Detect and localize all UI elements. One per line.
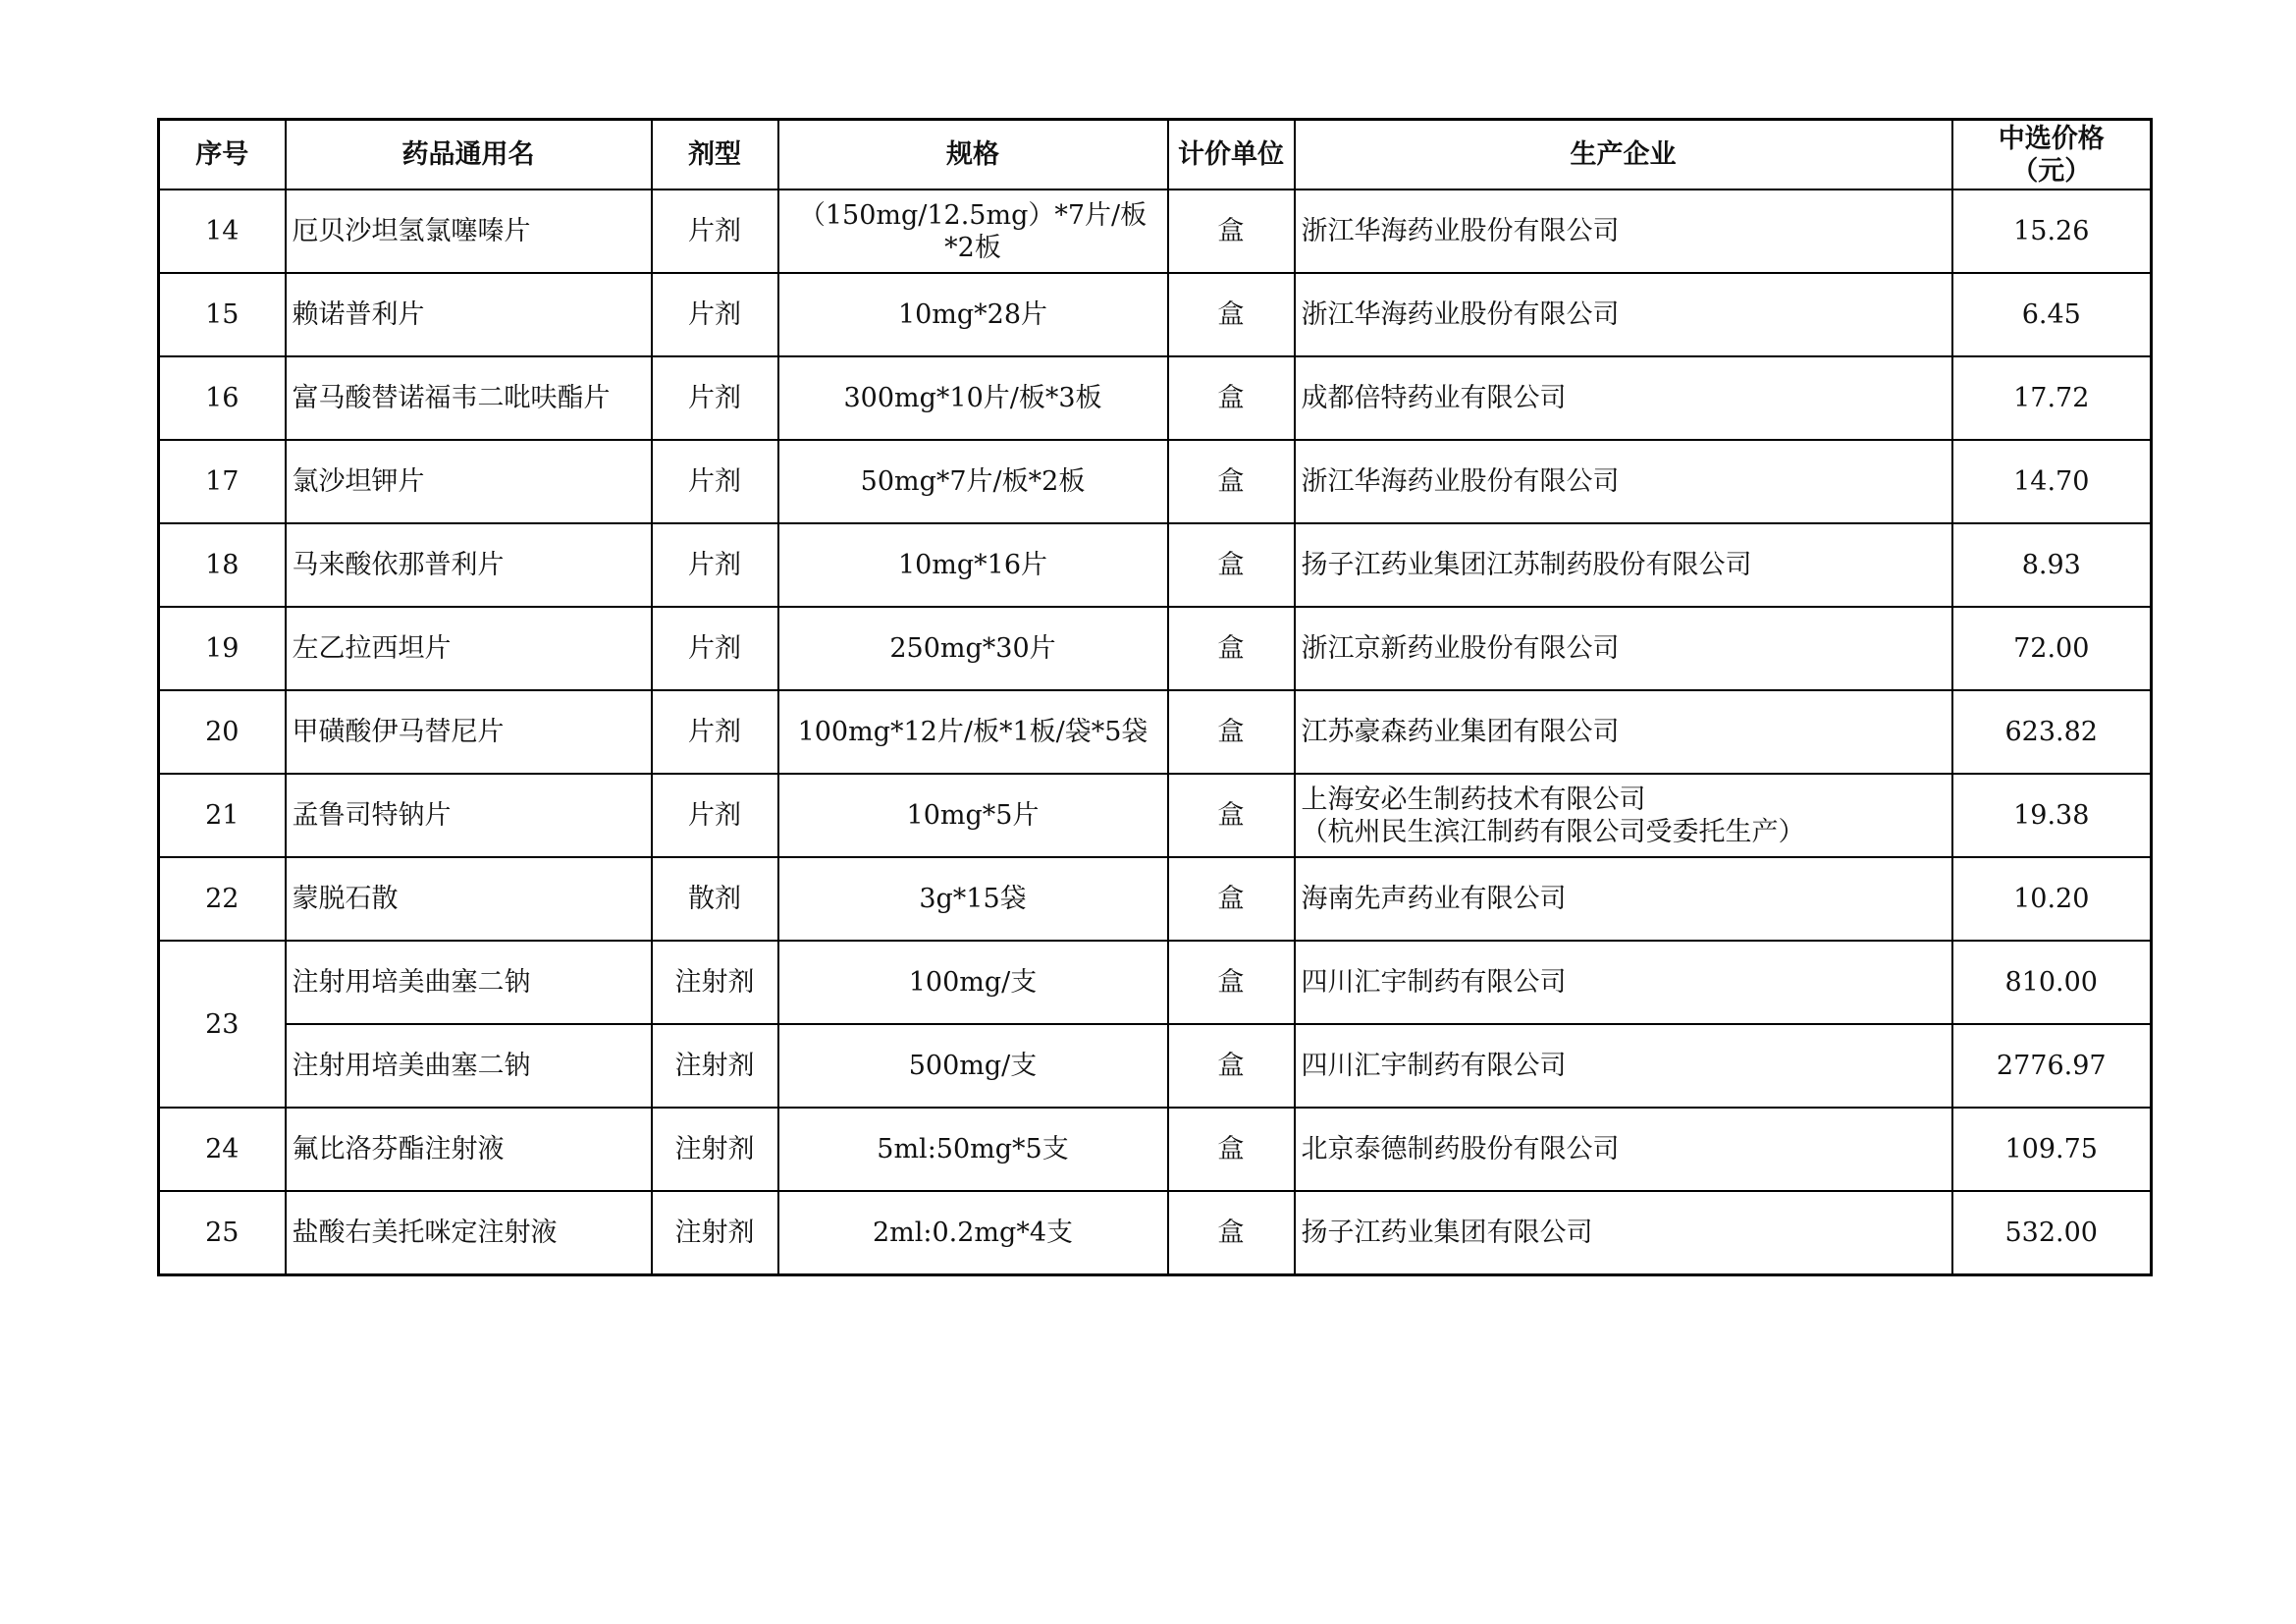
- row-no: 18: [159, 523, 286, 607]
- row-spec: 50mg*7片/板*2板: [778, 440, 1168, 523]
- row-name: 左乙拉西坦片: [286, 607, 652, 690]
- table-row: [159, 1108, 2152, 1191]
- row-maker: 浙江华海药业股份有限公司: [1295, 189, 1952, 273]
- row-spec: 500mg/支: [778, 1024, 1168, 1108]
- row-maker: 成都倍特药业有限公司: [1295, 356, 1952, 440]
- row-name: 赖诺普利片: [286, 273, 652, 356]
- row-maker-line2: （杭州民生滨江制药有限公司受委托生产）: [1301, 816, 1805, 847]
- row-name: 甲磺酸伊马替尼片: [286, 690, 652, 774]
- row-no: 15: [159, 273, 286, 356]
- row-unit: 盒: [1168, 607, 1295, 690]
- row-spec: 10mg*16片: [778, 523, 1168, 607]
- header-spec: 规格: [778, 120, 1168, 190]
- row-unit: 盒: [1168, 774, 1295, 857]
- row-maker: 浙江华海药业股份有限公司: [1295, 440, 1952, 523]
- row-unit: 盒: [1168, 1024, 1295, 1108]
- table-row: [159, 1191, 2152, 1275]
- row-spec: 300mg*10片/板*3板: [778, 356, 1168, 440]
- row-price: 17.72: [1952, 356, 2152, 440]
- table-row: [159, 774, 2152, 857]
- table-row: [159, 941, 2152, 1024]
- row-form: 片剂: [652, 523, 778, 607]
- row-maker: 四川汇宇制药有限公司: [1295, 1024, 1952, 1108]
- row-unit: 盒: [1168, 356, 1295, 440]
- row-unit: 盒: [1168, 857, 1295, 941]
- row-name: 富马酸替诺福韦二吡呋酯片: [286, 356, 652, 440]
- row-unit: 盒: [1168, 273, 1295, 356]
- row-no: 19: [159, 607, 286, 690]
- row-name: 氯沙坦钾片: [286, 440, 652, 523]
- row-price: 72.00: [1952, 607, 2152, 690]
- row-maker: 浙江京新药业股份有限公司: [1295, 607, 1952, 690]
- table-row: [159, 690, 2152, 774]
- row-name: 孟鲁司特钠片: [286, 774, 652, 857]
- table-row: [159, 523, 2152, 607]
- table-row: [159, 857, 2152, 941]
- header-price: [1952, 120, 2152, 190]
- row-form: 注射剂: [652, 1108, 778, 1191]
- row-name: 注射用培美曲塞二钠: [286, 941, 652, 1024]
- row-form: 片剂: [652, 273, 778, 356]
- row-spec: 5ml:50mg*5支: [778, 1108, 1168, 1191]
- row-maker: 扬子江药业集团江苏制药股份有限公司: [1295, 523, 1952, 607]
- table-row: [159, 440, 2152, 523]
- row-spec: 10mg*28片: [778, 273, 1168, 356]
- header-row: [159, 120, 2152, 190]
- row-price: 2776.97: [1952, 1024, 2152, 1108]
- row-unit: 盒: [1168, 440, 1295, 523]
- row-spec: 250mg*30片: [778, 607, 1168, 690]
- row-unit: 盒: [1168, 523, 1295, 607]
- header-no: 序号: [159, 120, 286, 190]
- row-maker: 北京泰德制药股份有限公司: [1295, 1108, 1952, 1191]
- row-maker: 四川汇宇制药有限公司: [1295, 941, 1952, 1024]
- row-maker: 浙江华海药业股份有限公司: [1295, 273, 1952, 356]
- row-price: 109.75: [1952, 1108, 2152, 1191]
- row-form: 片剂: [652, 774, 778, 857]
- row-form: 注射剂: [652, 941, 778, 1024]
- row-name: 马来酸依那普利片: [286, 523, 652, 607]
- row-price: 19.38: [1952, 774, 2152, 857]
- row-spec: 100mg*12片/板*1板/袋*5袋: [778, 690, 1168, 774]
- row-maker: 海南先声药业有限公司: [1295, 857, 1952, 941]
- row-price: 14.70: [1952, 440, 2152, 523]
- row-form: 片剂: [652, 356, 778, 440]
- row-spec: 2ml:0.2mg*4支: [778, 1191, 1168, 1275]
- row-no: 23: [159, 941, 286, 1108]
- header-maker: 生产企业: [1295, 120, 1952, 190]
- row-spec: 3g*15袋: [778, 857, 1168, 941]
- row-name: 氟比洛芬酯注射液: [286, 1108, 652, 1191]
- row-price: 623.82: [1952, 690, 2152, 774]
- table-row: [159, 273, 2152, 356]
- row-no: 21: [159, 774, 286, 857]
- row-price: 10.20: [1952, 857, 2152, 941]
- row-maker: 江苏豪森药业集团有限公司: [1295, 690, 1952, 774]
- table-row: [159, 607, 2152, 690]
- row-maker: 扬子江药业集团有限公司: [1295, 1191, 1952, 1275]
- row-form: 片剂: [652, 690, 778, 774]
- row-price: 6.45: [1952, 273, 2152, 356]
- row-unit: 盒: [1168, 1191, 1295, 1275]
- row-maker-line1: 上海安必生制药技术有限公司: [1301, 784, 1646, 815]
- table-row: [159, 356, 2152, 440]
- row-price: 810.00: [1952, 941, 2152, 1024]
- row-spec: 100mg/支: [778, 941, 1168, 1024]
- row-unit: 盒: [1168, 941, 1295, 1024]
- row-no: 24: [159, 1108, 286, 1191]
- row-spec: （150mg/12.5mg）*7片/板*2板: [778, 189, 1168, 273]
- row-form: 注射剂: [652, 1024, 778, 1108]
- row-no: 16: [159, 356, 286, 440]
- row-no: 25: [159, 1191, 286, 1275]
- row-form: 片剂: [652, 440, 778, 523]
- row-form: 散剂: [652, 857, 778, 941]
- row-unit: 盒: [1168, 690, 1295, 774]
- header-unit: 计价单位: [1168, 120, 1295, 190]
- row-no: 14: [159, 189, 286, 273]
- row-form: 片剂: [652, 607, 778, 690]
- row-maker: [1295, 774, 1952, 857]
- row-price: 15.26: [1952, 189, 2152, 273]
- row-name: 注射用培美曲塞二钠: [286, 1024, 652, 1108]
- row-unit: 盒: [1168, 189, 1295, 273]
- header-price-line1: 中选价格: [1998, 123, 2105, 154]
- row-price: 8.93: [1952, 523, 2152, 607]
- row-unit: 盒: [1168, 1108, 1295, 1191]
- row-name: 厄贝沙坦氢氯噻嗪片: [286, 189, 652, 273]
- row-name: 蒙脱石散: [286, 857, 652, 941]
- row-name: 盐酸右美托咪定注射液: [286, 1191, 652, 1275]
- header-form: 剂型: [652, 120, 778, 190]
- drug-price-table: [157, 118, 2153, 1276]
- table-row: [159, 189, 2152, 273]
- row-price: 532.00: [1952, 1191, 2152, 1275]
- header-name: 药品通用名: [286, 120, 652, 190]
- row-no: 17: [159, 440, 286, 523]
- table-row: [159, 1024, 2152, 1108]
- row-form: 注射剂: [652, 1191, 778, 1275]
- row-no: 20: [159, 690, 286, 774]
- row-no: 22: [159, 857, 286, 941]
- row-form: 片剂: [652, 189, 778, 273]
- row-spec: 10mg*5片: [778, 774, 1168, 857]
- header-price-line2: （元）: [2011, 155, 2092, 187]
